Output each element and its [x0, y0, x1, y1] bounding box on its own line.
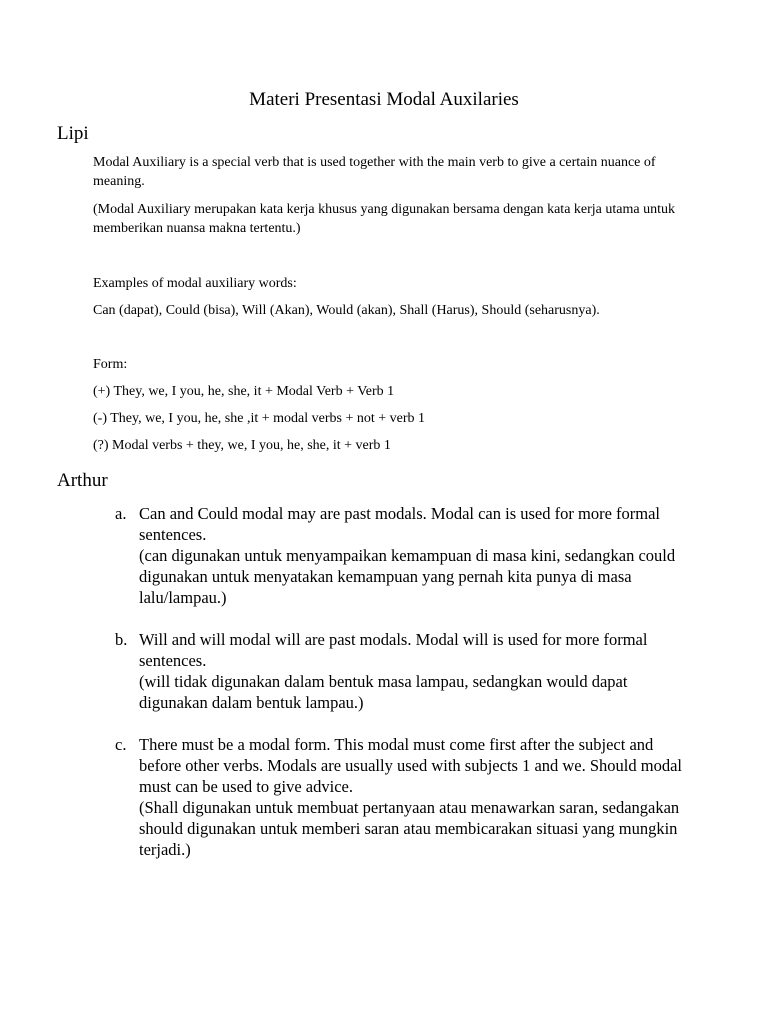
list-item-translation: (Shall digunakan untuk membuat pertanyaan atau menawarkan saran, sedangakan should digunakan untuk memberi saran atau membicarakan situasi yang mungkin terjadi.): [139, 798, 680, 859]
section-heading-lipi: Lipi: [57, 123, 89, 144]
list-item-text: Will and will modal will are past modals. Modal will is used for more formal sentences.: [139, 630, 648, 670]
arthur-ordered-list: [115, 503, 684, 881]
form-interrogative: (?) Modal verbs + they, we, I you, he, she, it + verb 1: [93, 438, 391, 453]
lipi-section-body: [93, 153, 693, 463]
list-item-text: There must be a modal form. This modal must come first after the subject and before other verbs. Modals are usually used with subjects 1 and we. Should modal must can be used to give advice.: [139, 735, 683, 796]
list-marker: b.: [115, 630, 128, 649]
list-marker: a.: [115, 504, 127, 523]
form-negative: (-) They, we, I you, he, she ,it + modal verbs + not + verb 1: [93, 411, 426, 426]
list-item-translation: (will tidak digunakan dalam bentuk masa lampau, sedangkan would dapat digunakan dalam bentuk lampau.): [139, 672, 628, 712]
form-positive: (+) They, we, I you, he, she, it + Modal Verb + Verb 1: [93, 384, 395, 399]
examples-label: Examples of modal auxiliary words:: [93, 276, 297, 291]
definition-english: Modal Auxiliary is a special verb that is used together with the main verb to give a certain nuance of meaning.: [93, 155, 656, 189]
list-item-translation: (can digunakan untuk menyampaikan kemampuan di masa kini, sedangkan could digunakan untuk menyatakan kemampuan yang pernah kita punya di masa lalu/lampau.): [139, 546, 676, 607]
list-marker: c.: [115, 735, 127, 754]
list-item-text: Can and Could modal may are past modals. Modal can is used for more formal sentences.: [139, 504, 660, 544]
form-label: Form:: [93, 357, 128, 372]
examples-list: Can (dapat), Could (bisa), Will (Akan), Would (akan), Shall (Harus), Should (seharusnya).: [93, 303, 600, 318]
list-item-a: [115, 503, 684, 608]
document-title: Materi Presentasi Modal Auxilaries: [249, 89, 519, 110]
list-item-b: [115, 629, 684, 713]
definition-indonesian: (Modal Auxiliary merupakan kata kerja khusus yang digunakan bersama dengan kata kerja utama untuk memberikan nuansa makna tertentu.): [93, 202, 675, 236]
list-item-c: [115, 734, 684, 860]
section-heading-arthur: Arthur: [57, 470, 108, 491]
